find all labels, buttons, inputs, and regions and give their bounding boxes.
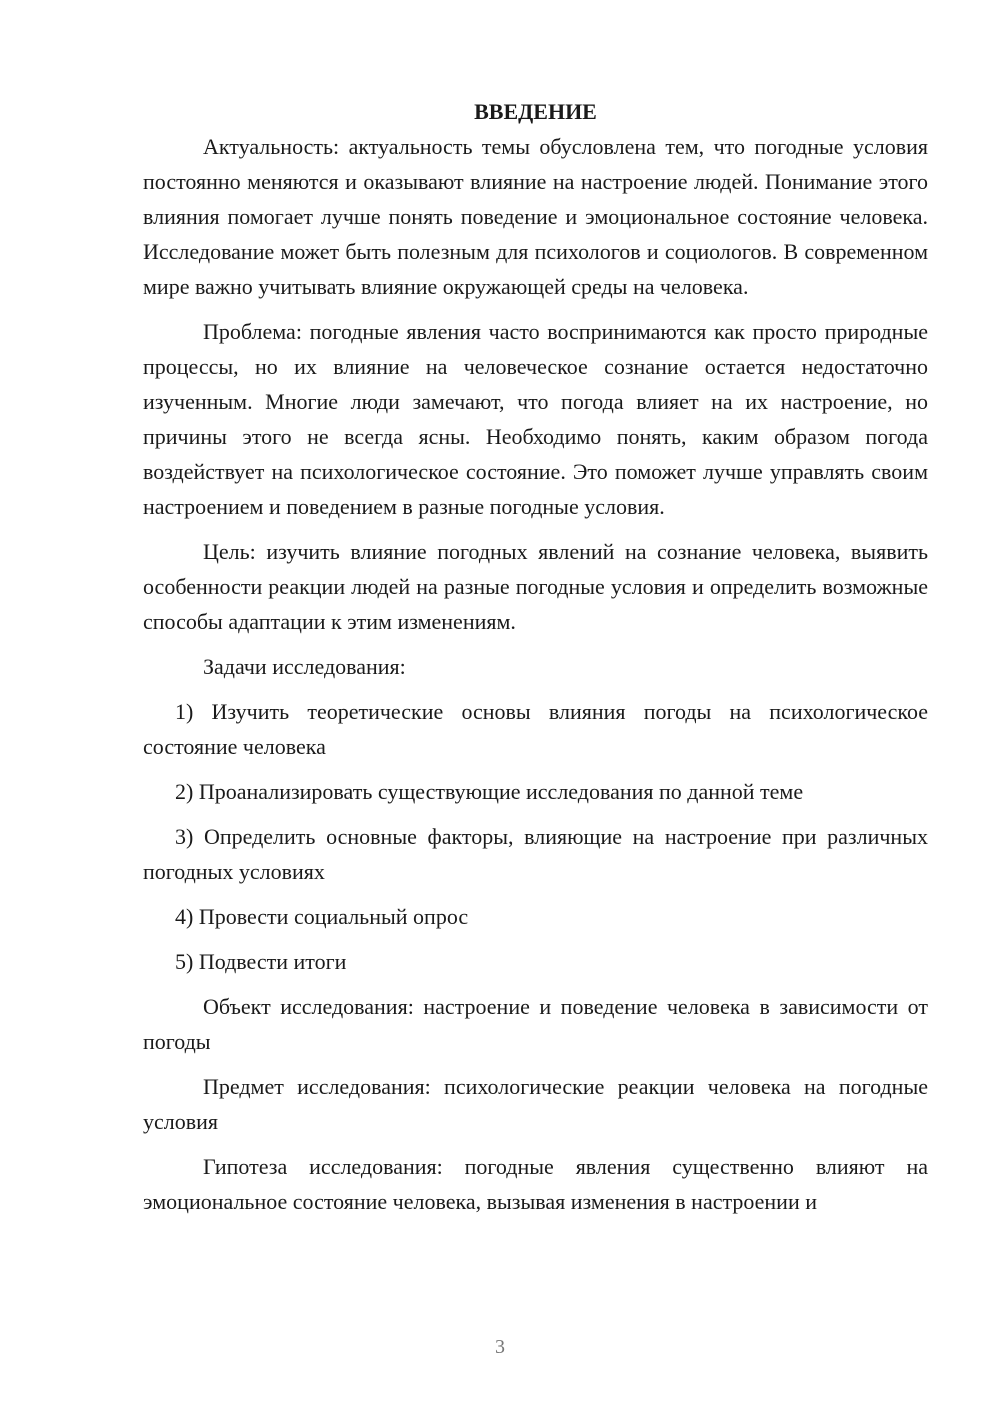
task-item-2: 2) Проанализировать существующие исследования по данной теме [175,779,804,804]
object-paragraph: Объект исследования: настроение и поведение человека в зависимости от погоды [143,994,928,1054]
goal-paragraph: Цель: изучить влияние погодных явлений на сознание человека, выявить особенности реакции людей на разные погодные условия и определить возможные способы адаптации к этим изменениям. [143,539,928,634]
task-item-5: 5) Подвести итоги [175,949,347,974]
problem-paragraph: Проблема: погодные явления часто воспринимаются как просто природные процессы, но их влияние на человеческое сознание остается недостаточно изученным. Многие люди замечают, что погода влияет на их настроение, но причины этого не всегда ясны. Необходимо понять, каким образом погода воздействует на психологическое состояние. Это поможет лучше управлять своим настроением и поведением в разные погодные условия. [143,319,928,519]
task-item-4: 4) Провести социальный опрос [175,904,469,929]
subject-paragraph: Предмет исследования: психологические реакции человека на погодные условия [143,1074,928,1134]
document-page [143,94,928,1219]
tasks-heading: Задачи исследования: [203,654,406,679]
hypothesis-paragraph: Гипотеза исследования: погодные явления существенно влияют на эмоциональное состояние человека, вызывая изменения в настроении и [143,1154,928,1214]
page-number: 3 [495,1336,505,1358]
task-item-1: 1) Изучить теоретические основы влияния погоды на психологическое состояние человека [143,699,928,759]
section-heading: ВВЕДЕНИЕ [474,99,597,124]
task-item-3: 3) Определить основные факторы, влияющие на настроение при различных погодных условиях [143,824,928,884]
relevance-paragraph: Актуальность: актуальность темы обусловлена тем, что погодные условия постоянно меняются и оказывают влияние на настроение людей. Понимание этого влияния помогает лучше понять поведение и эмоциональное состояние человека. Исследование может быть полезным для психологов и социологов. В современном мире важно учитывать влияние окружающей среды на человека. [143,134,928,299]
